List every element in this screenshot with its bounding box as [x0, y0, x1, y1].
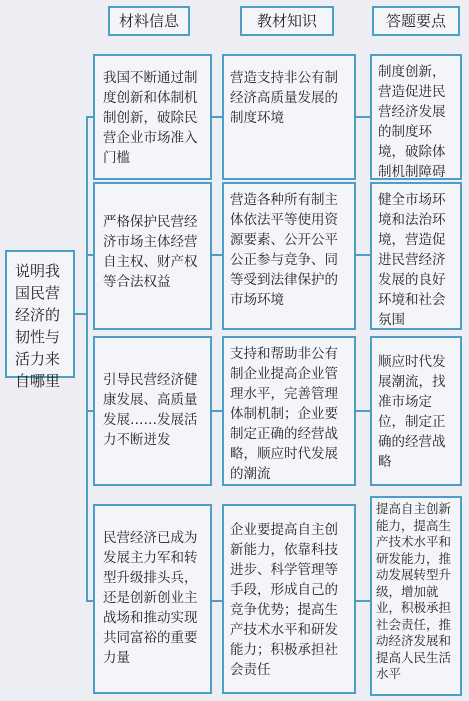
connector-2b: [356, 254, 371, 256]
root-question: 说明我国民营经济的韧性与活力来自哪里: [5, 250, 75, 378]
material-box-4: 民营经济已成为发展主力军和转型升级排头兵，还是创新创业主战场和推动实现共同富裕的重要力量: [93, 504, 212, 694]
header-points: 答题要点: [372, 6, 460, 36]
point-box-1: 制度创新，营造促进民营经济发展的制度环境，破除体制机制障碍: [370, 54, 462, 180]
connector-4b: [356, 600, 371, 602]
connector-3b: [356, 410, 371, 412]
material-box-2: 严格保护民营经济市场主体经营自主权、财产权等合法权益: [93, 182, 212, 330]
knowledge-box-2: 营造各种所有制主体依法平等使用资源要素、公开公平公正参与竞争、同等受到法律保护的市场环境: [222, 182, 356, 330]
point-box-2: 健全市场环境和法治环境，营造促进民营经济发展的良好环境和社会氛围: [370, 182, 462, 330]
material-box-3: 引导民营经济健康发展、高质量发展……发展活力不断迸发: [93, 336, 212, 486]
connector-trunk: [86, 116, 88, 602]
connector-1b: [356, 116, 371, 118]
header-material: 材料信息: [108, 6, 190, 36]
knowledge-box-1: 营造支持非公有制经济高质量发展的制度环境: [222, 54, 356, 180]
knowledge-box-4: 企业要提高自主创新能力，依靠科技进步、科学管理等手段，形成自己的竞争优势；提高生产技术水平和研发能力；积极承担社会责任: [222, 504, 356, 694]
header-knowledge: 教材知识: [240, 6, 334, 36]
knowledge-box-3: 支持和帮助非公有制企业提高企业管理水平，完善管理体制机制；企业要制定正确的经营战略，顺应时代发展的潮流: [222, 336, 356, 486]
material-box-1: 我国不断通过制度创新和体制机制创新，破除民营企业市场准入门槛: [93, 54, 212, 180]
point-box-3: 顺应时代发展潮流，找准市场定位，制定正确的经营战略: [370, 336, 462, 486]
point-box-4: 提高自主创新能力，提高生产技术水平和研发能力，推动发展转型升级，增加就业，积极承担社会责任，推动经济发展和提高人民生活水平: [370, 496, 462, 696]
